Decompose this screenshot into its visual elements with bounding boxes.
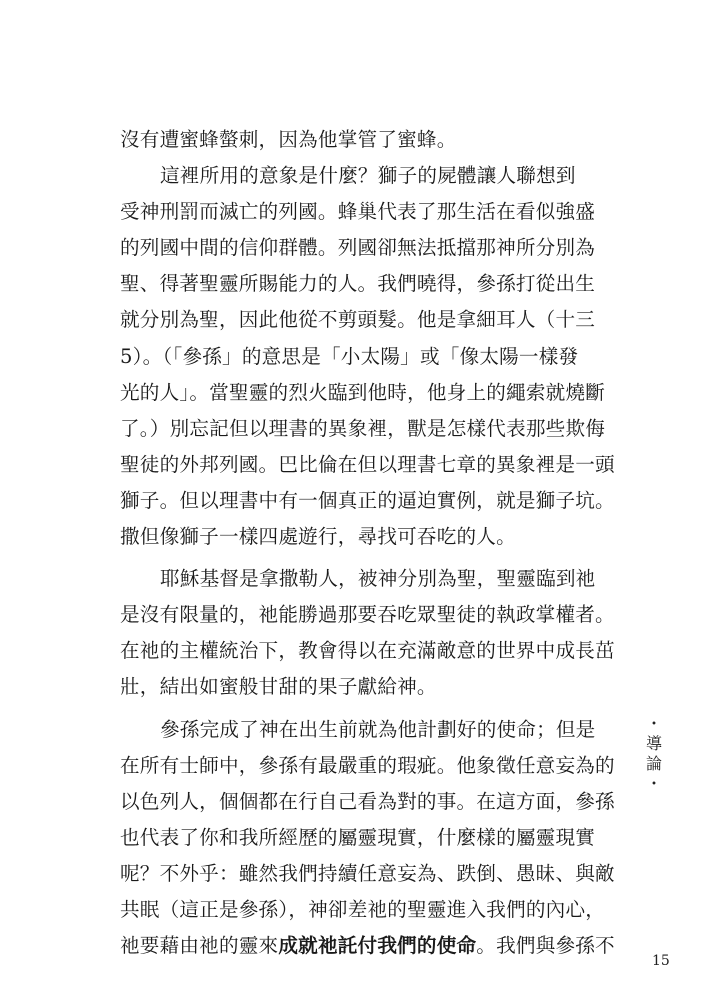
text-line: 5）。（「參孫」的意思是「小太陽」或「像太陽一樣發 [120, 344, 579, 368]
text-line: 壯，結出如蜜般甘甜的果子獻給神。 [120, 675, 437, 699]
running-head-dot: ・ [645, 714, 662, 733]
text-line: 在所有士師中，參孫有最嚴重的瑕疵。他象徵任意妄為的 [120, 753, 615, 777]
running-head-dot: ・ [645, 774, 662, 793]
text-line: 以色列人，個個都在行自己看為對的事。在這方面，參孫 [120, 789, 615, 813]
page-number: 15 [652, 953, 670, 969]
text-line: 在祂的主權統治下，教會得以在充滿敵意的世界中成長茁 [120, 639, 615, 663]
text-line: 共眠（這正是參孫），神卻差祂的聖靈進入我們的內心， [120, 897, 606, 921]
text-line-mixed [120, 928, 615, 964]
text-line: 聖、得著聖靈所賜能力的人。我們曉得，參孫打從出生 [120, 272, 596, 296]
running-head [640, 714, 668, 794]
running-head-char: 導 [645, 734, 662, 753]
text-line: 耶穌基督是拿撒勒人，被神分別為聖，聖靈臨到祂 [160, 567, 596, 591]
text-run: 祂要藉由祂的靈來 [120, 934, 279, 958]
text-line: 這裡所用的意象是什麼？獅子的屍體讓人聯想到 [160, 164, 576, 188]
page-body [120, 122, 615, 964]
paragraph-2 [120, 158, 615, 555]
text-line: 呢？不外乎：雖然我們持續任意妄為、跌倒、愚昧、與敵 [120, 861, 615, 885]
text-line: 是沒有限量的，祂能勝過那要吞吃眾聖徒的執政掌權者。 [120, 603, 615, 627]
text-line: 也代表了你和我所經歷的屬靈現實，什麼樣的屬靈現實 [120, 825, 596, 849]
text-run: 。我們與參孫不 [476, 934, 615, 958]
paragraph-3 [120, 561, 615, 705]
text-line: 就分別為聖，因此他從不剪頭髮。他是拿細耳人（十三 [120, 308, 596, 332]
text-line: 受神刑罰而滅亡的列國。蜂巢代表了那生活在看似強盛 [120, 200, 596, 224]
running-head-char: 論 [645, 754, 662, 773]
text-line: 光的人」。當聖靈的烈火臨到他時，他身上的繩索就燒斷 [120, 380, 606, 404]
text-line: 的列國中間的信仰群體。列國卻無法抵擋那神所分別為 [120, 236, 596, 260]
text-line: 獅子。但以理書中有一個真正的逼迫實例，就是獅子坑。 [120, 488, 615, 512]
paragraph-1 [120, 122, 600, 158]
text-line: 參孫完成了神在出生前就為他計劃好的使命；但是 [160, 717, 596, 741]
text-line: 了。）別忘記但以理書的異象裡，獸是怎樣代表那些欺侮 [120, 416, 606, 440]
paragraph-4 [120, 712, 615, 965]
text-line: 沒有遭蜜蜂螫刺，因為他掌管了蜜蜂。 [120, 128, 457, 151]
bold-text-run: 成就祂託付我們的使命 [278, 934, 477, 958]
text-line: 聖徒的外邦列國。巴比倫在但以理書七章的異象裡是一頭 [120, 452, 615, 476]
text-line: 撒但像獅子一樣四處遊行，尋找可吞吃的人。 [120, 525, 516, 549]
